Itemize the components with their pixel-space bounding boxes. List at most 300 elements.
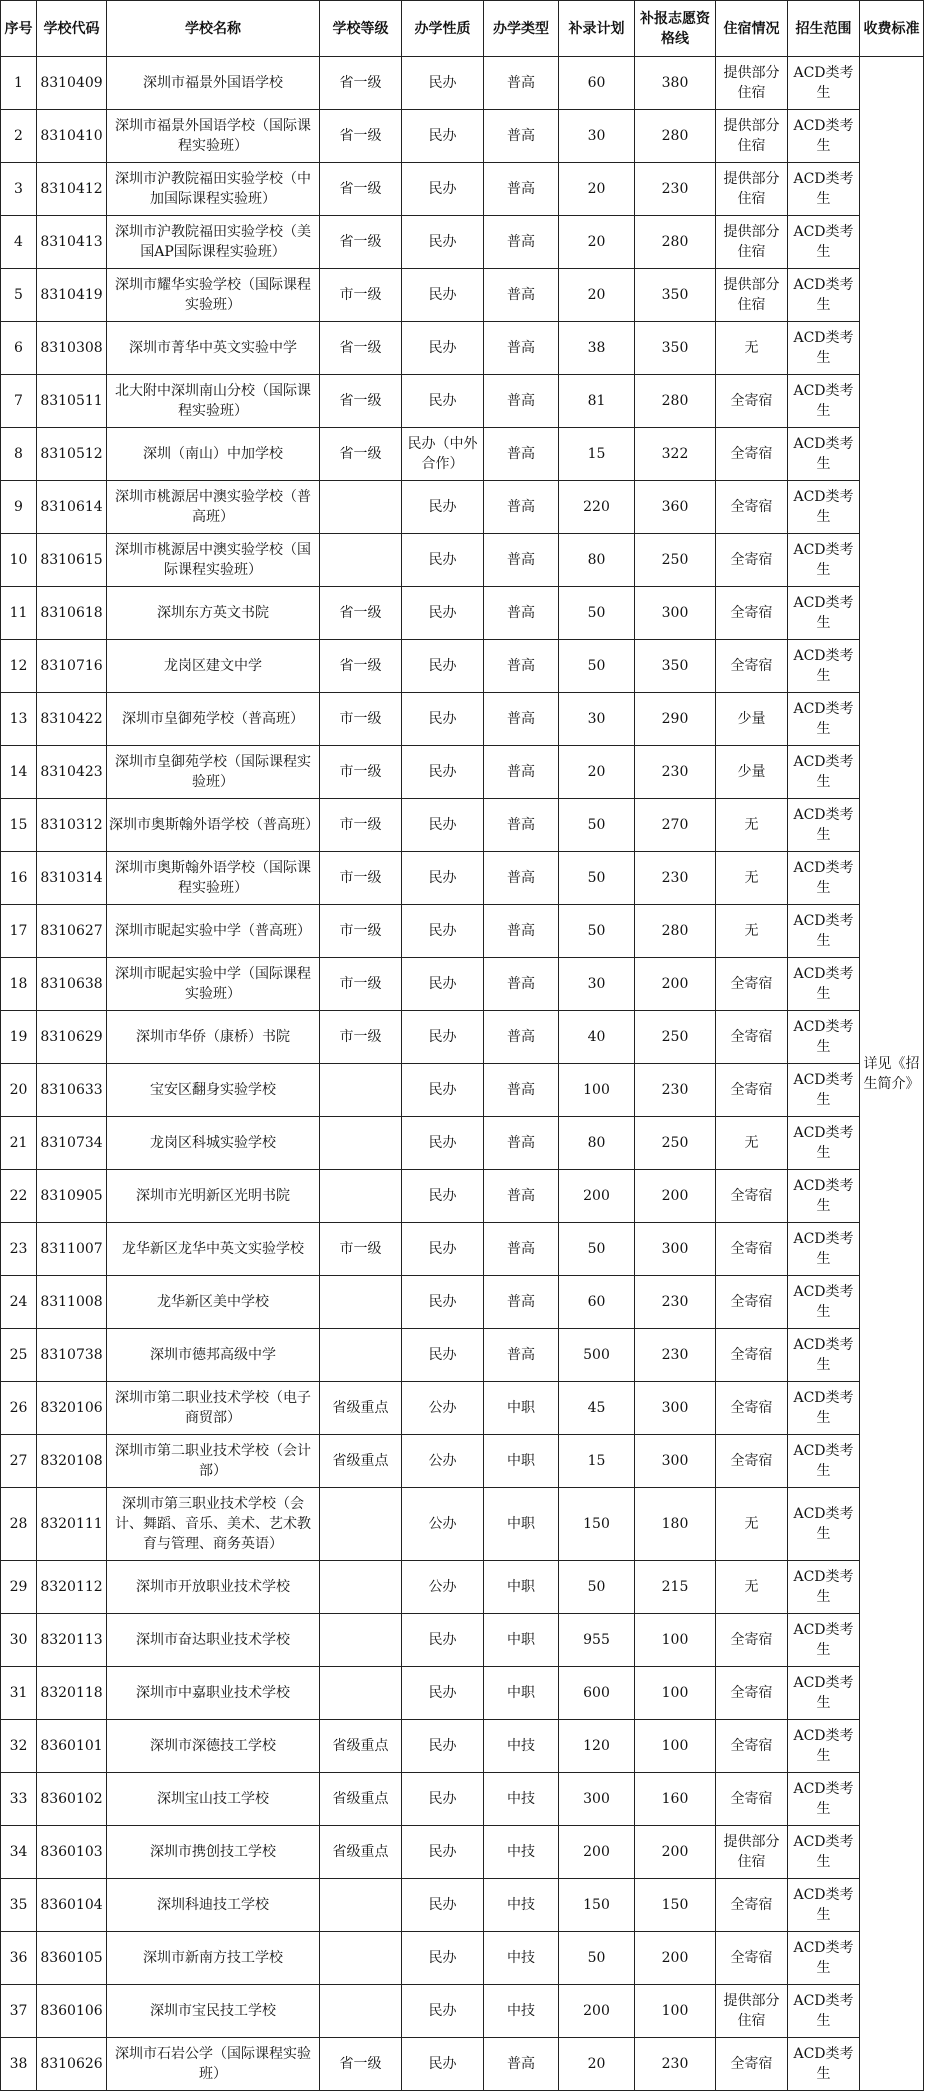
- cell-code: 8360106: [37, 1985, 107, 2038]
- cell-code: 8360102: [37, 1773, 107, 1826]
- cell-code: 8320106: [37, 1382, 107, 1435]
- cell-level: 省一级: [320, 587, 402, 640]
- cell-nature: 民办: [402, 746, 484, 799]
- cell-lodging: 全寄宿: [716, 1329, 788, 1382]
- cell-name: 深圳市华侨（康桥）书院: [107, 1011, 320, 1064]
- cell-type: 普高: [484, 693, 559, 746]
- cell-type: 中技: [484, 1932, 559, 1985]
- cell-lodging: 无: [716, 1488, 788, 1561]
- cell-level: [320, 1614, 402, 1667]
- cell-name: 龙岗区科城实验学校: [107, 1117, 320, 1170]
- cell-nature: 民办: [402, 216, 484, 269]
- cell-type: 中技: [484, 1879, 559, 1932]
- cell-level: 省一级: [320, 322, 402, 375]
- cell-nature: 民办（中外合作）: [402, 428, 484, 481]
- table-row: [1, 269, 924, 322]
- cell-scope: ACD类考生: [788, 481, 860, 534]
- cell-code: 8310423: [37, 746, 107, 799]
- cell-scope: ACD类考生: [788, 57, 860, 110]
- cell-nature: 民办: [402, 958, 484, 1011]
- header-type: 办学类型: [484, 1, 559, 57]
- cell-code: 8310422: [37, 693, 107, 746]
- cell-nature: 民办: [402, 1170, 484, 1223]
- cell-type: 普高: [484, 110, 559, 163]
- cell-plan: 80: [559, 534, 635, 587]
- cell-nature: 民办: [402, 905, 484, 958]
- cell-type: 中技: [484, 1985, 559, 2038]
- cell-level: 省一级: [320, 428, 402, 481]
- cell-line: 380: [635, 57, 716, 110]
- cell-name: 深圳市沪教院福田实验学校（中加国际课程实验班）: [107, 163, 320, 216]
- table-row: [1, 1064, 924, 1117]
- cell-name: 深圳市石岩公学（国际课程实验班）: [107, 2038, 320, 2091]
- cell-plan: 15: [559, 428, 635, 481]
- cell-nature: 民办: [402, 1614, 484, 1667]
- cell-code: 8310410: [37, 110, 107, 163]
- cell-lodging: 全寄宿: [716, 1064, 788, 1117]
- cell-scope: ACD类考生: [788, 534, 860, 587]
- cell-nature: 公办: [402, 1488, 484, 1561]
- cell-name: 深圳宝山技工学校: [107, 1773, 320, 1826]
- cell-no: 7: [1, 375, 37, 428]
- cell-code: 8310413: [37, 216, 107, 269]
- cell-lodging: 全寄宿: [716, 428, 788, 481]
- cell-line: 350: [635, 269, 716, 322]
- cell-name: 深圳市奥斯翰外语学校（普高班）: [107, 799, 320, 852]
- cell-lodging: 无: [716, 799, 788, 852]
- cell-level: [320, 1879, 402, 1932]
- cell-scope: ACD类考生: [788, 852, 860, 905]
- header-fee: 收费标准: [860, 1, 924, 57]
- header-no: 序号: [1, 1, 37, 57]
- cell-level: [320, 1170, 402, 1223]
- cell-type: 普高: [484, 1276, 559, 1329]
- cell-plan: 50: [559, 587, 635, 640]
- cell-code: 8310738: [37, 1329, 107, 1382]
- cell-nature: 民办: [402, 587, 484, 640]
- cell-level: 省一级: [320, 375, 402, 428]
- cell-line: 180: [635, 1488, 716, 1561]
- cell-level: 省一级: [320, 110, 402, 163]
- cell-type: 普高: [484, 216, 559, 269]
- cell-type: 普高: [484, 534, 559, 587]
- table-row: [1, 1879, 924, 1932]
- cell-lodging: 全寄宿: [716, 587, 788, 640]
- cell-plan: 600: [559, 1667, 635, 1720]
- cell-plan: 500: [559, 1329, 635, 1382]
- cell-level: 市一级: [320, 746, 402, 799]
- cell-lodging: 少量: [716, 746, 788, 799]
- cell-plan: 300: [559, 1773, 635, 1826]
- cell-type: 中职: [484, 1561, 559, 1614]
- table-row: [1, 1117, 924, 1170]
- cell-line: 300: [635, 1382, 716, 1435]
- cell-scope: ACD类考生: [788, 1879, 860, 1932]
- cell-name: 深圳市第二职业技术学校（会计部）: [107, 1435, 320, 1488]
- cell-lodging: 全寄宿: [716, 1932, 788, 1985]
- cell-name: 深圳市奥斯翰外语学校（国际课程实验班）: [107, 852, 320, 905]
- cell-scope: ACD类考生: [788, 1720, 860, 1773]
- cell-plan: 30: [559, 958, 635, 1011]
- cell-type: 普高: [484, 1064, 559, 1117]
- cell-lodging: 提供部分住宿: [716, 110, 788, 163]
- cell-line: 350: [635, 640, 716, 693]
- cell-line: 100: [635, 1985, 716, 2038]
- cell-level: [320, 1561, 402, 1614]
- cell-level: 市一级: [320, 693, 402, 746]
- cell-line: 322: [635, 428, 716, 481]
- cell-lodging: 无: [716, 322, 788, 375]
- cell-line: 230: [635, 163, 716, 216]
- table-row: [1, 693, 924, 746]
- cell-line: 200: [635, 958, 716, 1011]
- cell-scope: ACD类考生: [788, 1011, 860, 1064]
- cell-plan: 20: [559, 216, 635, 269]
- cell-lodging: 全寄宿: [716, 534, 788, 587]
- cell-no: 19: [1, 1011, 37, 1064]
- cell-level: [320, 1329, 402, 1382]
- cell-code: 8310412: [37, 163, 107, 216]
- cell-nature: 民办: [402, 1276, 484, 1329]
- cell-line: 280: [635, 375, 716, 428]
- table-row: [1, 1488, 924, 1561]
- cell-lodging: 提供部分住宿: [716, 269, 788, 322]
- cell-nature: 公办: [402, 1561, 484, 1614]
- cell-name: 深圳市桃源居中澳实验学校（普高班）: [107, 481, 320, 534]
- cell-name: 深圳市奋达职业技术学校: [107, 1614, 320, 1667]
- cell-type: 中职: [484, 1488, 559, 1561]
- header-level: 学校等级: [320, 1, 402, 57]
- cell-line: 230: [635, 1276, 716, 1329]
- cell-line: 200: [635, 1826, 716, 1879]
- cell-no: 1: [1, 57, 37, 110]
- table-row: [1, 375, 924, 428]
- cell-scope: ACD类考生: [788, 799, 860, 852]
- cell-lodging: 少量: [716, 693, 788, 746]
- cell-code: 8310419: [37, 269, 107, 322]
- cell-lodging: 无: [716, 1561, 788, 1614]
- cell-level: 省一级: [320, 216, 402, 269]
- table-row: [1, 587, 924, 640]
- cell-nature: 民办: [402, 693, 484, 746]
- cell-plan: 60: [559, 57, 635, 110]
- cell-no: 25: [1, 1329, 37, 1382]
- cell-code: 8310734: [37, 1117, 107, 1170]
- cell-level: [320, 1117, 402, 1170]
- cell-type: 普高: [484, 375, 559, 428]
- cell-level: 省级重点: [320, 1826, 402, 1879]
- cell-level: 省一级: [320, 2038, 402, 2091]
- cell-level: 市一级: [320, 958, 402, 1011]
- cell-level: 省一级: [320, 163, 402, 216]
- cell-code: 8310905: [37, 1170, 107, 1223]
- cell-nature: 民办: [402, 322, 484, 375]
- cell-line: 100: [635, 1614, 716, 1667]
- cell-code: 8311007: [37, 1223, 107, 1276]
- cell-plan: 50: [559, 1223, 635, 1276]
- cell-no: 28: [1, 1488, 37, 1561]
- cell-lodging: 无: [716, 1117, 788, 1170]
- cell-plan: 220: [559, 481, 635, 534]
- cell-name: 深圳市第二职业技术学校（电子商贸部）: [107, 1382, 320, 1435]
- cell-scope: ACD类考生: [788, 1667, 860, 1720]
- table-row: [1, 1614, 924, 1667]
- cell-name: 龙岗区建文中学: [107, 640, 320, 693]
- cell-type: 普高: [484, 1117, 559, 1170]
- cell-no: 31: [1, 1667, 37, 1720]
- cell-code: 8310409: [37, 57, 107, 110]
- cell-no: 27: [1, 1435, 37, 1488]
- header-code: 学校代码: [37, 1, 107, 57]
- cell-scope: ACD类考生: [788, 1382, 860, 1435]
- cell-nature: 民办: [402, 1329, 484, 1382]
- cell-code: 8311008: [37, 1276, 107, 1329]
- cell-line: 280: [635, 216, 716, 269]
- cell-code: 8360103: [37, 1826, 107, 1879]
- table-row: [1, 481, 924, 534]
- table-row: [1, 163, 924, 216]
- cell-name: 深圳市昵起实验中学（国际课程实验班）: [107, 958, 320, 1011]
- cell-line: 230: [635, 746, 716, 799]
- cell-line: 360: [635, 481, 716, 534]
- table-row: [1, 1932, 924, 1985]
- cell-no: 32: [1, 1720, 37, 1773]
- cell-no: 10: [1, 534, 37, 587]
- cell-type: 普高: [484, 1223, 559, 1276]
- cell-name: 深圳东方英文书院: [107, 587, 320, 640]
- table-row: [1, 799, 924, 852]
- cell-plan: 50: [559, 1561, 635, 1614]
- cell-name: 宝安区翻身实验学校: [107, 1064, 320, 1117]
- cell-scope: ACD类考生: [788, 216, 860, 269]
- cell-plan: 200: [559, 1170, 635, 1223]
- table-row: [1, 1011, 924, 1064]
- cell-no: 16: [1, 852, 37, 905]
- cell-no: 34: [1, 1826, 37, 1879]
- cell-plan: 40: [559, 1011, 635, 1064]
- cell-code: 8310627: [37, 905, 107, 958]
- cell-type: 普高: [484, 1329, 559, 1382]
- cell-code: 8310512: [37, 428, 107, 481]
- cell-name: 深圳市携创技工学校: [107, 1826, 320, 1879]
- header-row: [1, 1, 924, 57]
- cell-level: [320, 1276, 402, 1329]
- cell-code: 8310716: [37, 640, 107, 693]
- table-row: [1, 1329, 924, 1382]
- cell-lodging: 全寄宿: [716, 1011, 788, 1064]
- cell-nature: 民办: [402, 481, 484, 534]
- cell-name: 龙华新区美中学校: [107, 1276, 320, 1329]
- cell-line: 350: [635, 322, 716, 375]
- cell-level: 市一级: [320, 799, 402, 852]
- cell-level: 省级重点: [320, 1773, 402, 1826]
- cell-code: 8320111: [37, 1488, 107, 1561]
- cell-scope: ACD类考生: [788, 958, 860, 1011]
- cell-type: 普高: [484, 1170, 559, 1223]
- table-row: [1, 1170, 924, 1223]
- cell-name: 深圳市光明新区光明书院: [107, 1170, 320, 1223]
- cell-lodging: 全寄宿: [716, 1435, 788, 1488]
- cell-plan: 50: [559, 852, 635, 905]
- cell-lodging: 提供部分住宿: [716, 216, 788, 269]
- cell-lodging: 全寄宿: [716, 375, 788, 428]
- cell-plan: 60: [559, 1276, 635, 1329]
- table-row: [1, 110, 924, 163]
- cell-type: 中技: [484, 1773, 559, 1826]
- cell-name: 深圳市沪教院福田实验学校（美国AP国际课程实验班）: [107, 216, 320, 269]
- cell-no: 24: [1, 1276, 37, 1329]
- cell-lodging: 全寄宿: [716, 1170, 788, 1223]
- cell-plan: 50: [559, 1932, 635, 1985]
- cell-code: 8360104: [37, 1879, 107, 1932]
- cell-lodging: 全寄宿: [716, 1879, 788, 1932]
- cell-line: 300: [635, 587, 716, 640]
- cell-line: 200: [635, 1170, 716, 1223]
- cell-level: 市一级: [320, 1011, 402, 1064]
- table-row: [1, 1985, 924, 2038]
- cell-name: 深圳市福景外国语学校（国际课程实验班）: [107, 110, 320, 163]
- cell-no: 21: [1, 1117, 37, 1170]
- cell-plan: 50: [559, 799, 635, 852]
- cell-name: 深圳市第三职业技术学校（会计、舞蹈、音乐、美术、艺术教育与管理、商务英语）: [107, 1488, 320, 1561]
- cell-line: 230: [635, 1064, 716, 1117]
- cell-no: 37: [1, 1985, 37, 2038]
- cell-nature: 民办: [402, 1932, 484, 1985]
- cell-plan: 30: [559, 110, 635, 163]
- cell-name: 深圳科迪技工学校: [107, 1879, 320, 1932]
- table-row: [1, 1561, 924, 1614]
- cell-no: 13: [1, 693, 37, 746]
- cell-level: [320, 1064, 402, 1117]
- cell-level: 省级重点: [320, 1382, 402, 1435]
- cell-nature: 民办: [402, 163, 484, 216]
- cell-code: 8320112: [37, 1561, 107, 1614]
- header-scope: 招生范围: [788, 1, 860, 57]
- header-lodging: 住宿情况: [716, 1, 788, 57]
- cell-no: 23: [1, 1223, 37, 1276]
- cell-line: 270: [635, 799, 716, 852]
- cell-name: 深圳市宝民技工学校: [107, 1985, 320, 2038]
- cell-lodging: 全寄宿: [716, 1223, 788, 1276]
- cell-nature: 民办: [402, 1117, 484, 1170]
- table-row: [1, 534, 924, 587]
- cell-no: 30: [1, 1614, 37, 1667]
- cell-no: 3: [1, 163, 37, 216]
- cell-nature: 民办: [402, 1720, 484, 1773]
- cell-line: 300: [635, 1223, 716, 1276]
- cell-nature: 公办: [402, 1382, 484, 1435]
- cell-line: 250: [635, 1011, 716, 1064]
- cell-level: 省一级: [320, 57, 402, 110]
- cell-lodging: 全寄宿: [716, 1667, 788, 1720]
- cell-line: 250: [635, 534, 716, 587]
- cell-code: 8310314: [37, 852, 107, 905]
- cell-no: 5: [1, 269, 37, 322]
- table-row: [1, 1276, 924, 1329]
- cell-scope: ACD类考生: [788, 1276, 860, 1329]
- cell-code: 8310638: [37, 958, 107, 1011]
- cell-scope: ACD类考生: [788, 587, 860, 640]
- cell-no: 35: [1, 1879, 37, 1932]
- cell-code: 8320113: [37, 1614, 107, 1667]
- cell-no: 17: [1, 905, 37, 958]
- cell-no: 6: [1, 322, 37, 375]
- cell-nature: 民办: [402, 1985, 484, 2038]
- cell-level: [320, 534, 402, 587]
- cell-no: 18: [1, 958, 37, 1011]
- cell-type: 中技: [484, 1720, 559, 1773]
- cell-no: 38: [1, 2038, 37, 2091]
- cell-scope: ACD类考生: [788, 905, 860, 958]
- cell-plan: 150: [559, 1879, 635, 1932]
- cell-no: 29: [1, 1561, 37, 1614]
- cell-nature: 民办: [402, 852, 484, 905]
- cell-name: 深圳市昵起实验中学（普高班）: [107, 905, 320, 958]
- cell-no: 33: [1, 1773, 37, 1826]
- header-plan: 补录计划: [559, 1, 635, 57]
- table-row: [1, 640, 924, 693]
- cell-line: 100: [635, 1720, 716, 1773]
- cell-type: 普高: [484, 481, 559, 534]
- cell-line: 280: [635, 110, 716, 163]
- cell-scope: ACD类考生: [788, 1773, 860, 1826]
- cell-name: 深圳市深德技工学校: [107, 1720, 320, 1773]
- cell-scope: ACD类考生: [788, 1561, 860, 1614]
- cell-plan: 100: [559, 1064, 635, 1117]
- cell-level: [320, 481, 402, 534]
- cell-line: 160: [635, 1773, 716, 1826]
- table-row: [1, 1223, 924, 1276]
- cell-no: 4: [1, 216, 37, 269]
- cell-no: 9: [1, 481, 37, 534]
- cell-type: 中技: [484, 1826, 559, 1879]
- cell-plan: 150: [559, 1488, 635, 1561]
- cell-line: 300: [635, 1435, 716, 1488]
- cell-plan: 81: [559, 375, 635, 428]
- cell-type: 普高: [484, 746, 559, 799]
- cell-type: 普高: [484, 428, 559, 481]
- cell-nature: 民办: [402, 57, 484, 110]
- cell-level: 市一级: [320, 852, 402, 905]
- cell-scope: ACD类考生: [788, 746, 860, 799]
- cell-name: 深圳市中嘉职业技术学校: [107, 1667, 320, 1720]
- cell-scope: ACD类考生: [788, 428, 860, 481]
- cell-line: 150: [635, 1879, 716, 1932]
- table-row: [1, 1667, 924, 1720]
- cell-lodging: 提供部分住宿: [716, 1985, 788, 2038]
- table-body: [1, 57, 924, 2091]
- cell-nature: 民办: [402, 799, 484, 852]
- cell-code: 8310629: [37, 1011, 107, 1064]
- cell-nature: 民办: [402, 1223, 484, 1276]
- cell-lodging: 全寄宿: [716, 1276, 788, 1329]
- cell-code: 8310511: [37, 375, 107, 428]
- cell-scope: ACD类考生: [788, 1435, 860, 1488]
- cell-type: 普高: [484, 269, 559, 322]
- cell-no: 15: [1, 799, 37, 852]
- cell-level: 市一级: [320, 905, 402, 958]
- cell-type: 普高: [484, 852, 559, 905]
- cell-code: 8310618: [37, 587, 107, 640]
- cell-level: [320, 1667, 402, 1720]
- cell-level: 市一级: [320, 269, 402, 322]
- cell-name: 深圳市德邦高级中学: [107, 1329, 320, 1382]
- cell-scope: ACD类考生: [788, 1826, 860, 1879]
- cell-level: [320, 1932, 402, 1985]
- cell-line: 200: [635, 1932, 716, 1985]
- table-row: [1, 958, 924, 1011]
- cell-level: [320, 1985, 402, 2038]
